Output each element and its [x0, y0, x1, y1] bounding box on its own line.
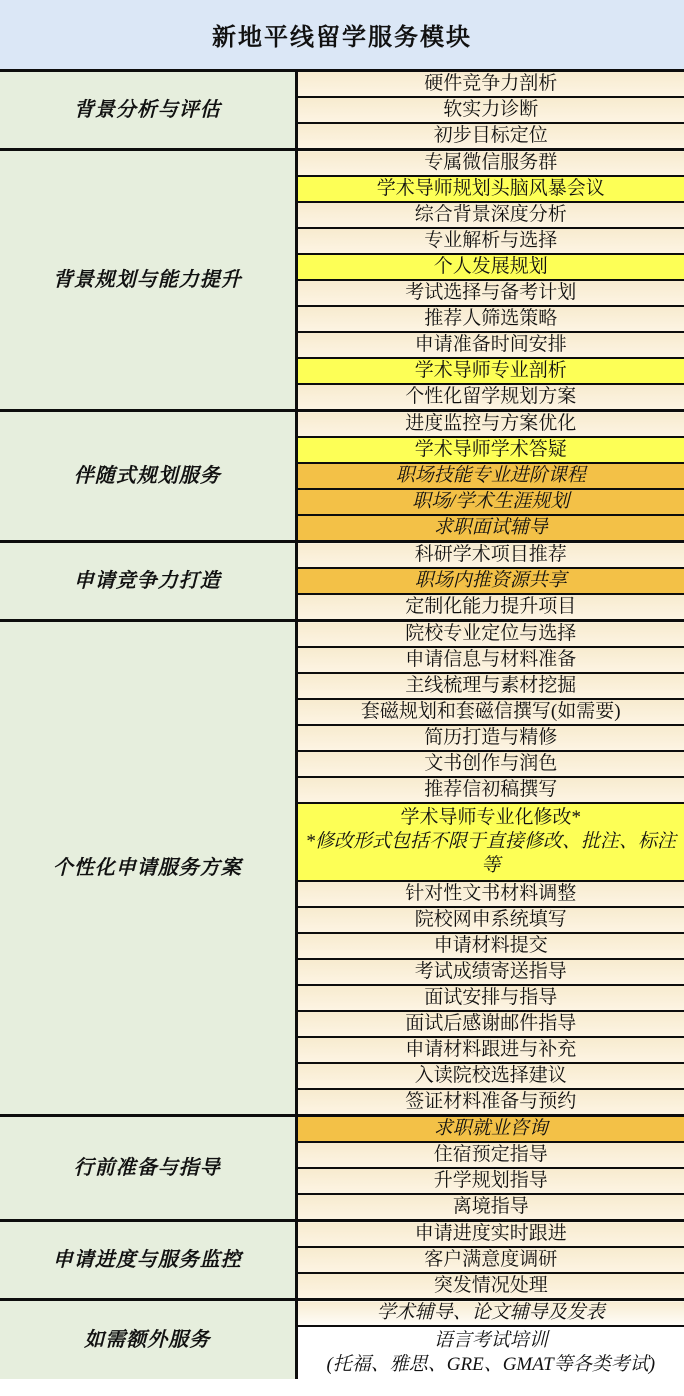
service-item-cell: 推荐信初稿撰写 [296, 777, 684, 803]
category-cell: 申请竞争力打造 [0, 542, 296, 621]
service-item-cell: 职场技能专业进阶课程 [296, 463, 684, 489]
service-item-line: 学术导师专业化修改* [400, 807, 581, 828]
service-item-cell [296, 803, 684, 881]
service-item-cell: 院校专业定位与选择 [296, 621, 684, 648]
service-item-cell: 综合背景深度分析 [296, 202, 684, 228]
service-item-cell: 职场/学术生涯规划 [296, 489, 684, 515]
service-item-cell: 住宿预定指导 [296, 1142, 684, 1168]
service-item-cell: 学术导师专业剖析 [296, 358, 684, 384]
service-item-cell: 个性化留学规划方案 [296, 384, 684, 411]
service-item-cell: 申请准备时间安排 [296, 332, 684, 358]
service-item-cell: 求职就业咨询 [296, 1116, 684, 1143]
service-item-cell: 推荐人筛选策略 [296, 306, 684, 332]
service-item-cell: 职场内推资源共享 [296, 568, 684, 594]
page-title: 新地平线留学服务模块 [212, 25, 472, 51]
service-item-line: 语言考试培训 [433, 1330, 548, 1351]
service-item-cell: 科研学术项目推荐 [296, 542, 684, 569]
service-item-cell: 申请进度实时跟进 [296, 1221, 684, 1248]
service-item-cell: 入读院校选择建议 [296, 1063, 684, 1089]
category-cell: 伴随式规划服务 [0, 411, 296, 542]
service-item-cell: 考试选择与备考计划 [296, 280, 684, 306]
category-cell: 如需额外服务 [0, 1300, 296, 1380]
service-item-cell: 院校网申系统填写 [296, 907, 684, 933]
services-table [0, 72, 684, 1379]
service-item-cell: 专业解析与选择 [296, 228, 684, 254]
service-item-cell: 主线梳理与素材挖掘 [296, 673, 684, 699]
service-item-cell: 客户满意度调研 [296, 1247, 684, 1273]
service-item-cell: 专属微信服务群 [296, 150, 684, 177]
service-item-cell: 求职面试辅导 [296, 515, 684, 542]
service-item-cell: 硬件竞争力剖析 [296, 72, 684, 97]
service-item-cell: 套磁规划和套磁信撰写(如需要) [296, 699, 684, 725]
service-item-cell: 针对性文书材料调整 [296, 881, 684, 907]
service-item-cell: 突发情况处理 [296, 1273, 684, 1300]
service-item-cell: 进度监控与方案优化 [296, 411, 684, 438]
service-item-cell: 申请材料提交 [296, 933, 684, 959]
service-item-cell: 软实力诊断 [296, 97, 684, 123]
service-item-cell: 学术辅导、论文辅导及发表 [296, 1300, 684, 1327]
service-item-line: (托福、雅思、GRE、GMAT等各类考试) [326, 1354, 656, 1375]
service-item-cell: 考试成绩寄送指导 [296, 959, 684, 985]
category-cell: 个性化申请服务方案 [0, 621, 296, 1116]
services-table-body [0, 72, 684, 1379]
service-item-cell: 学术导师规划头脑风暴会议 [296, 176, 684, 202]
service-item-cell: 离境指导 [296, 1194, 684, 1221]
service-item-cell: 升学规划指导 [296, 1168, 684, 1194]
category-cell: 背景规划与能力提升 [0, 150, 296, 411]
category-cell: 申请进度与服务监控 [0, 1221, 296, 1300]
table-header [0, 0, 684, 72]
service-item-cell: 定制化能力提升项目 [296, 594, 684, 621]
service-item-cell: 签证材料准备与预约 [296, 1089, 684, 1116]
service-item-cell: 简历打造与精修 [296, 725, 684, 751]
category-cell: 背景分析与评估 [0, 72, 296, 150]
service-item-cell: 个人发展规划 [296, 254, 684, 280]
service-item-cell: 文书创作与润色 [296, 751, 684, 777]
service-item-cell: 申请信息与材料准备 [296, 647, 684, 673]
service-item-cell: 面试安排与指导 [296, 985, 684, 1011]
service-item-cell: 申请材料跟进与补充 [296, 1037, 684, 1063]
service-item-cell: 学术导师学术答疑 [296, 437, 684, 463]
service-item-cell: 初步目标定位 [296, 123, 684, 150]
service-item-line: *修改形式包括不限于直接修改、批注、标注等 [305, 831, 676, 876]
service-item-cell: 面试后感谢邮件指导 [296, 1011, 684, 1037]
category-cell: 行前准备与指导 [0, 1116, 296, 1221]
service-item-cell [296, 1326, 684, 1379]
